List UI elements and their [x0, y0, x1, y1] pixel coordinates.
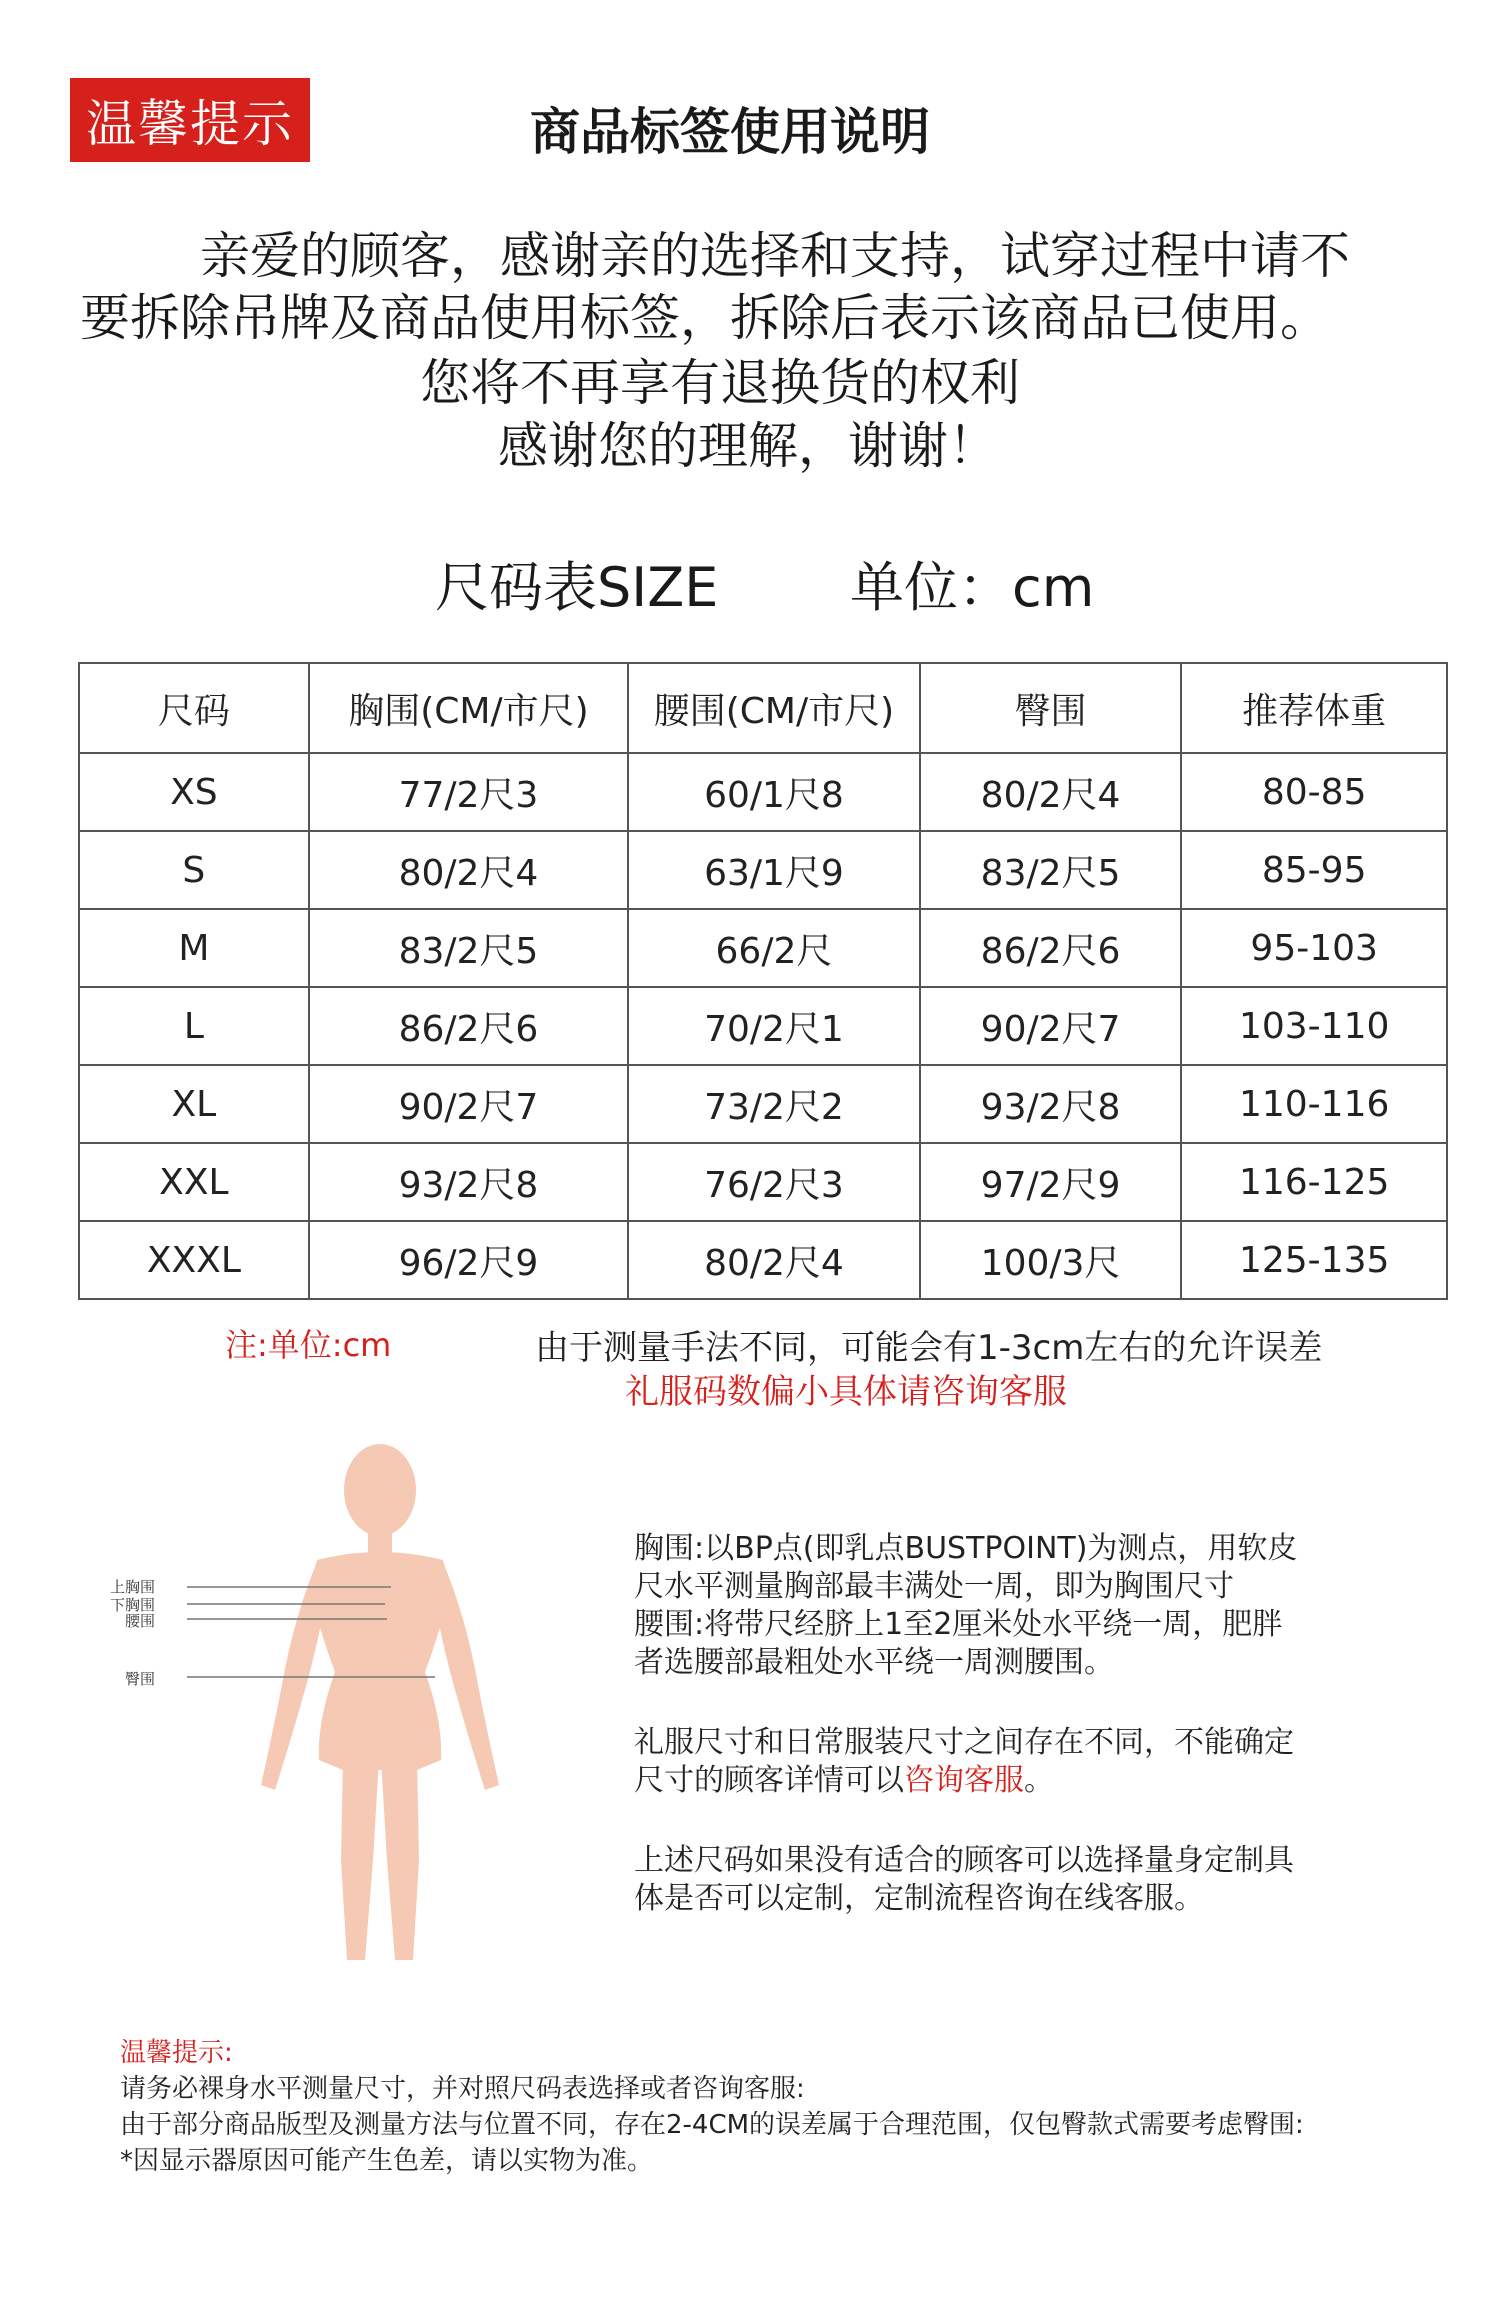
cell-hip: 80/2尺4: [920, 753, 1182, 831]
tips-line: *因显示器原因可能产生色差，请以实物为准。: [120, 2146, 654, 2176]
cell-weight: 85-95: [1181, 831, 1447, 909]
cell-weight: 110-116: [1181, 1065, 1447, 1143]
measure-text-line: 尺水平测量胸部最丰满处一周，即为胸围尺寸: [634, 1569, 1234, 1604]
cell-bust: 80/2尺4: [309, 831, 628, 909]
cell-size: XXL: [79, 1143, 309, 1221]
label-upper-bust: 上胸围: [109, 1578, 155, 1596]
cell-hip: 93/2尺8: [920, 1065, 1182, 1143]
size-table: [78, 662, 1448, 1300]
cell-waist: 60/1尺8: [628, 753, 920, 831]
measure-text-line: 胸围:以BP点(即乳点BUSTPOINT)为测点，用软皮: [634, 1531, 1298, 1566]
header-size: 尺码: [79, 663, 309, 753]
cell-waist: 63/1尺9: [628, 831, 920, 909]
table-header-row: [79, 663, 1447, 753]
page-title: 商品标签使用说明: [530, 103, 930, 161]
header-bust: 胸围(CM/市尺): [309, 663, 628, 753]
cell-bust: 96/2尺9: [309, 1221, 628, 1299]
table-row: [79, 1143, 1447, 1221]
contact-service-link[interactable]: 咨询客服: [904, 1763, 1024, 1798]
cell-waist: 73/2尺2: [628, 1065, 920, 1143]
cell-bust: 77/2尺3: [309, 753, 628, 831]
body-measurement-figure: [95, 1440, 545, 1980]
cell-bust: 90/2尺7: [309, 1065, 628, 1143]
tips-line: 由于部分商品版型及测量方法与位置不同，存在2-4CM的误差属于合理范围，仅包臀款式需要考虑臀围:: [120, 2110, 1304, 2140]
cell-bust: 83/2尺5: [309, 909, 628, 987]
cell-weight: 80-85: [1181, 753, 1447, 831]
table-row: [79, 1065, 1447, 1143]
cell-hip: 90/2尺7: [920, 987, 1182, 1065]
table-row: [79, 909, 1447, 987]
table-row: [79, 1221, 1447, 1299]
cell-bust: 93/2尺8: [309, 1143, 628, 1221]
tips-title: 温馨提示:: [120, 2038, 233, 2068]
table-row: [79, 987, 1447, 1065]
cell-hip: 100/3尺: [920, 1221, 1182, 1299]
intro-line: 感谢您的理解，谢谢！: [498, 417, 998, 475]
cell-weight: 116-125: [1181, 1143, 1447, 1221]
unit-note: 注:单位:cm: [225, 1326, 392, 1364]
size-chart-unit: 单位：cm: [850, 556, 1095, 619]
intro-line: 您将不再享有退换货的权利: [420, 354, 1020, 412]
measure-text-segment: 尺寸的顾客详情可以: [634, 1763, 904, 1798]
tips-line: 请务必裸身水平测量尺寸，并对照尺码表选择或者咨询客服:: [120, 2074, 805, 2104]
measure-text-line: [634, 1762, 1054, 1800]
intro-line: 要拆除吊牌及商品使用标签，拆除后表示该商品已使用。: [80, 289, 1330, 347]
cell-size: XL: [79, 1065, 309, 1143]
measure-text-line: 体是否可以定制，定制流程咨询在线客服。: [634, 1881, 1204, 1916]
cell-size: S: [79, 831, 309, 909]
cell-waist: 80/2尺4: [628, 1221, 920, 1299]
cell-size: XS: [79, 753, 309, 831]
cell-hip: 83/2尺5: [920, 831, 1182, 909]
cell-waist: 70/2尺1: [628, 987, 920, 1065]
measure-text-line: 礼服尺寸和日常服装尺寸之间存在不同，不能确定: [634, 1725, 1294, 1760]
notice-badge: 温馨提示: [70, 78, 310, 162]
cell-weight: 125-135: [1181, 1221, 1447, 1299]
cell-size: M: [79, 909, 309, 987]
cell-waist: 66/2尺: [628, 909, 920, 987]
measure-text-line: 腰围:将带尺经脐上1至2厘米处水平绕一周，肥胖: [634, 1607, 1283, 1642]
table-row: [79, 831, 1447, 909]
cell-bust: 86/2尺6: [309, 987, 628, 1065]
cell-weight: 103-110: [1181, 987, 1447, 1065]
label-hip: 臀围: [124, 1670, 155, 1688]
measure-text-line: 者选腰部最粗处水平绕一周测腰围。: [634, 1645, 1114, 1680]
cell-waist: 76/2尺3: [628, 1143, 920, 1221]
label-waist: 腰围: [124, 1612, 155, 1630]
body-silhouette-icon: [95, 1440, 545, 1980]
cell-hip: 97/2尺9: [920, 1143, 1182, 1221]
gown-size-note: 礼服码数偏小具体请咨询客服: [625, 1372, 1067, 1412]
cell-size: L: [79, 987, 309, 1065]
measure-text-segment: 。: [1024, 1763, 1054, 1798]
cell-size: XXXL: [79, 1221, 309, 1299]
header-waist: 腰围(CM/市尺): [628, 663, 920, 753]
measure-text-line: 上述尺码如果没有适合的顾客可以选择量身定制具: [634, 1843, 1294, 1878]
header-hip: 臀围: [920, 663, 1182, 753]
label-under-bust: 下胸围: [109, 1596, 155, 1614]
tolerance-note: 由于测量手法不同，可能会有1-3cm左右的允许误差: [535, 1328, 1323, 1368]
cell-weight: 95-103: [1181, 909, 1447, 987]
size-chart-title: 尺码表SIZE: [435, 556, 719, 619]
table-row: [79, 753, 1447, 831]
header-weight: 推荐体重: [1181, 663, 1447, 753]
intro-line: 亲爱的顾客，感谢亲的选择和支持，试穿过程中请不: [200, 227, 1350, 285]
cell-hip: 86/2尺6: [920, 909, 1182, 987]
